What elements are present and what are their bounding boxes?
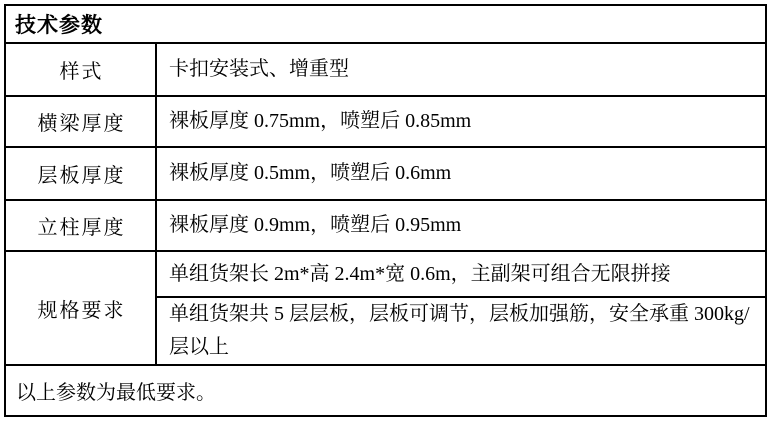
footer-note: 以上参数为最低要求。	[5, 365, 766, 416]
row-value-beam-thickness: 裸板厚度 0.75mm，喷塑后 0.85mm	[156, 96, 766, 147]
row-value-column-thickness: 裸板厚度 0.9mm，喷塑后 0.95mm	[156, 200, 766, 251]
row-label-column-thickness: 立柱厚度	[5, 200, 156, 251]
table-title: 技术参数	[5, 5, 766, 43]
row-label-beam-thickness: 横梁厚度	[5, 96, 156, 147]
table-row	[5, 365, 766, 416]
table-row	[5, 200, 766, 251]
row-value-style: 卡扣安装式、增重型	[156, 43, 766, 96]
table-row	[5, 5, 766, 43]
table-row	[5, 251, 766, 297]
document-page	[4, 4, 767, 417]
spec-table	[4, 4, 767, 417]
row-label-spec-requirements: 规格要求	[5, 251, 156, 365]
row-value-spec-requirements-1: 单组货架长 2m*高 2.4m*宽 0.6m，主副架可组合无限拼接	[156, 251, 766, 297]
table-row	[5, 43, 766, 96]
table-row	[5, 147, 766, 200]
row-value-spec-requirements-2: 单组货架共 5 层层板，层板可调节，层板加强筋，安全承重 300kg/层以上	[156, 297, 766, 365]
row-label-style: 样式	[5, 43, 156, 96]
row-value-shelf-thickness: 裸板厚度 0.5mm，喷塑后 0.6mm	[156, 147, 766, 200]
row-label-shelf-thickness: 层板厚度	[5, 147, 156, 200]
table-row	[5, 96, 766, 147]
